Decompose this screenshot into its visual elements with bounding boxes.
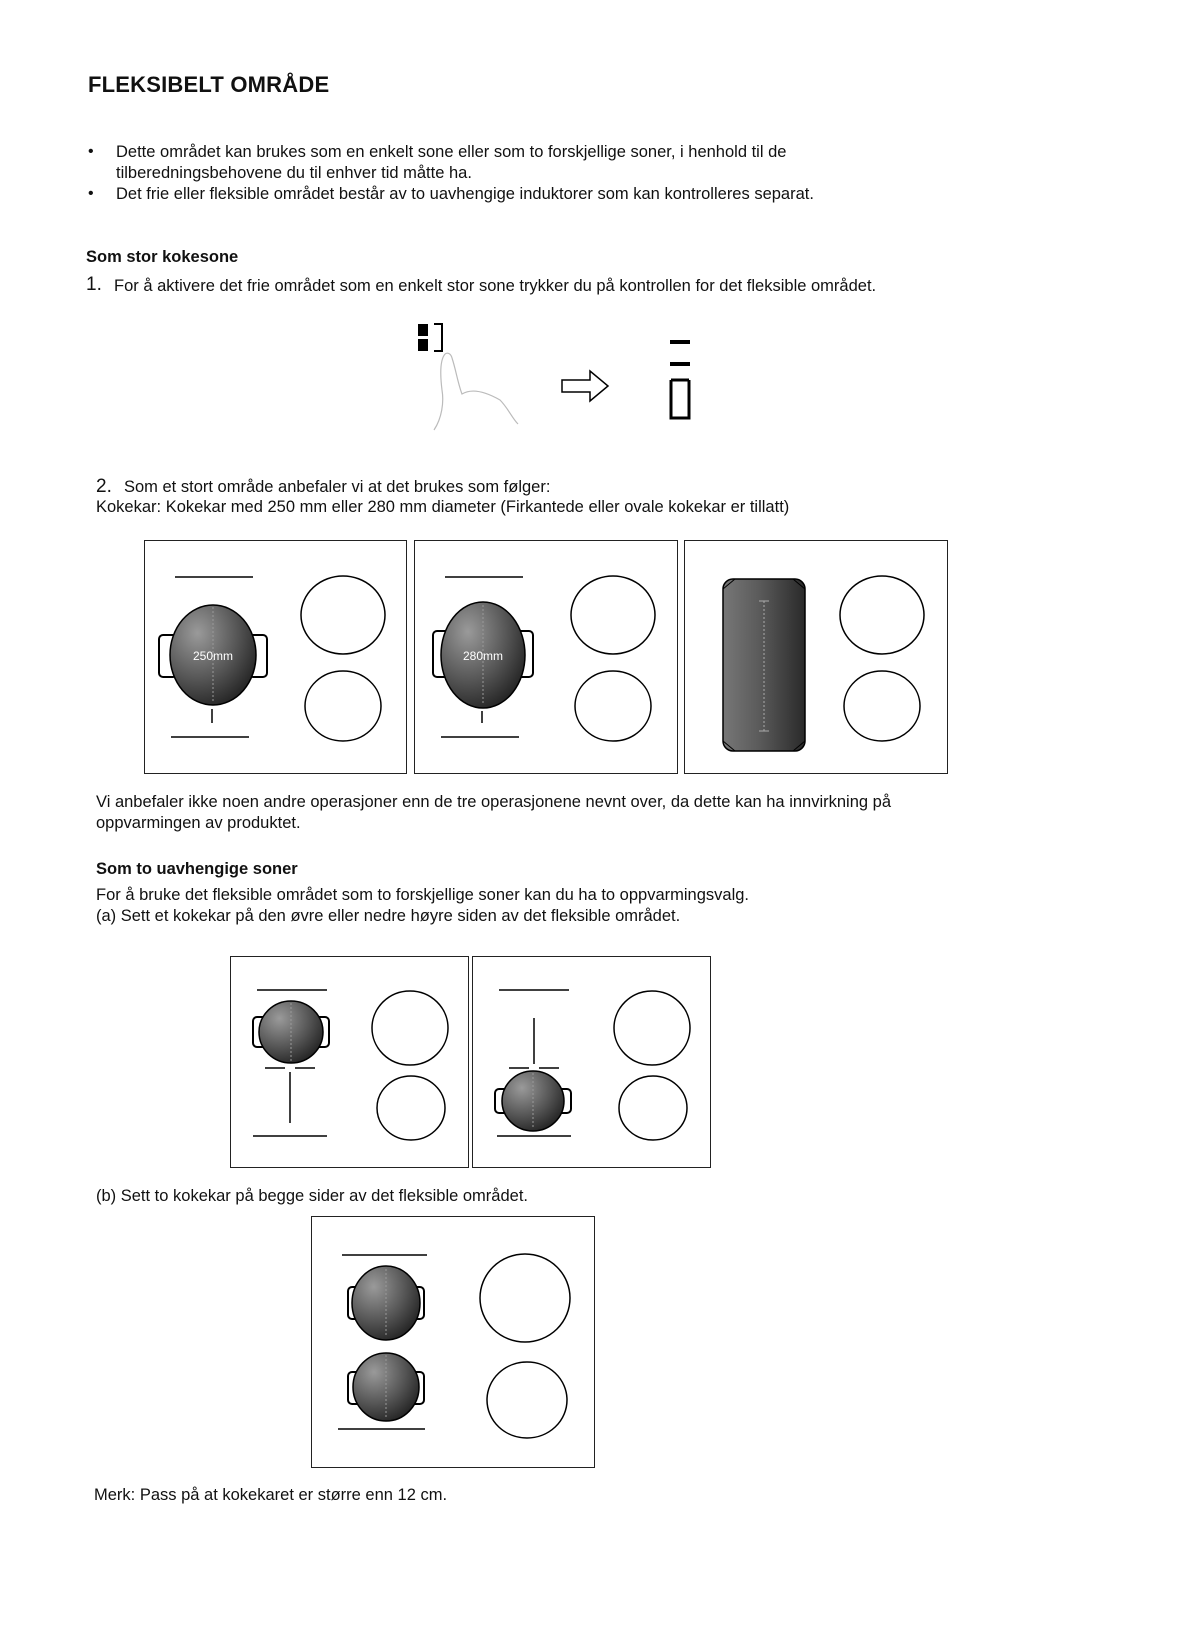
- cookware-text: Kokekar: Kokekar med 250 mm eller 280 mm diameter (Firkantede eller ovale kokekar er tillatt): [96, 498, 790, 516]
- burner-icon: [575, 671, 651, 741]
- hob-diagram-280mm: [414, 540, 678, 774]
- burner-icon: [619, 1076, 687, 1140]
- page-title: FLEKSIBELT OMRÅDE: [88, 72, 330, 97]
- burner-icon: [305, 671, 381, 741]
- bullet-icon: •: [88, 143, 94, 160]
- pot-size-label-250: 250mm: [192, 649, 234, 663]
- recommendation-line-2: oppvarmingen av produktet.: [96, 814, 301, 832]
- burner-icon: [571, 576, 655, 654]
- note-text: Merk: Pass på at kokekaret er større enn 12 cm.: [94, 1486, 448, 1504]
- control-activation-diagram: [400, 318, 720, 448]
- display-dash-icon: [670, 340, 690, 344]
- section-heading-two-zones: Som to uavhengige soner: [96, 860, 298, 878]
- step-2-text: Som et stort område anbefaler vi at det brukes som følger:: [124, 478, 551, 496]
- hob-diagram-two-pots: [311, 1216, 595, 1468]
- recommendation-line-1: Vi anbefaler ikke noen andre operasjoner enn de tre operasjonene nevnt over, da dette kan ha innvirkning på: [96, 793, 892, 811]
- display-zero-icon: [671, 380, 689, 418]
- burner-icon: [372, 991, 448, 1065]
- burner-icon: [614, 991, 690, 1065]
- bullet-1-line-2: tilberedningsbehovene du til enhver tid måtte ha.: [116, 164, 472, 182]
- bullet-icon: •: [88, 185, 94, 202]
- bullet-2-line-1: Det frie eller fleksible området består av to uavhengige induktorer som kan kontrolleres separat.: [116, 185, 814, 203]
- step-2-number: 2.: [96, 476, 112, 497]
- arrow-right-icon: [562, 371, 608, 401]
- control-symbol-icon: [418, 324, 428, 336]
- hob-diagram-upper-pot: [230, 956, 469, 1168]
- burner-icon: [840, 576, 924, 654]
- burner-icon: [301, 576, 385, 654]
- finger-press-icon: [434, 353, 518, 430]
- burner-icon: [480, 1254, 570, 1342]
- hob-diagram-250mm: [144, 540, 407, 774]
- burner-icon: [844, 671, 920, 741]
- step-1-number: 1.: [86, 274, 102, 295]
- option-a-text: (a) Sett et kokekar på den øvre eller nedre høyre siden av det fleksible området.: [96, 907, 681, 925]
- option-b-text: (b) Sett to kokekar på begge sider av det fleksible området.: [96, 1187, 528, 1205]
- burner-icon: [487, 1362, 567, 1438]
- step-1-text: For å aktivere det frie området som en enkelt stor sone trykker du på kontrollen for det fleksible området.: [114, 277, 877, 295]
- section-heading-large-zone: Som stor kokesone: [86, 248, 239, 266]
- hob-diagram-rectangular-pan: [684, 540, 948, 774]
- pot-size-label-280: 280mm: [462, 649, 504, 663]
- bullet-1-line-1: Dette området kan brukes som en enkelt sone eller som to forskjellige soner, i henhold til de: [116, 143, 787, 161]
- two-zones-intro: For å bruke det fleksible området som to forskjellige soner kan du ha to oppvarmingsvalg.: [96, 886, 749, 904]
- burner-icon: [377, 1076, 445, 1140]
- hob-diagram-lower-pot: [472, 956, 711, 1168]
